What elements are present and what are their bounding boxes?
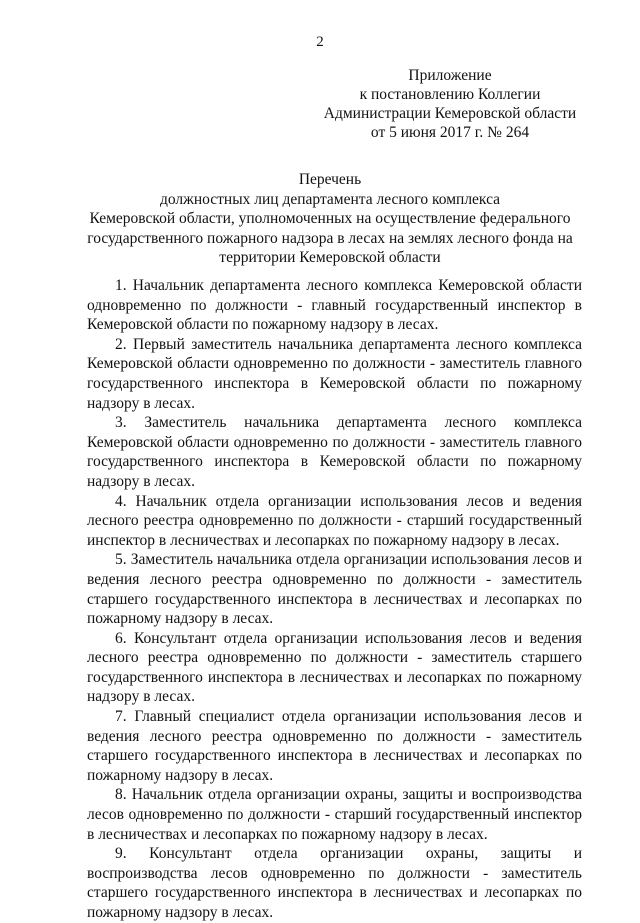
appendix-line: Приложение — [408, 67, 492, 84]
document-title — [70, 170, 590, 268]
list-item: 3. Заместитель начальника департамента лесного комплекса Кемеровской области одновременно по должности - заместитель главного государственного инспектора в Кемеровской области по пожарному надзору в лесах. — [87, 414, 582, 490]
title-line: территории Кемеровской области — [219, 249, 441, 266]
list-item: 9. Консультант отдела организации охраны, защиты и воспроизводства лесов одновременно по должности - заместитель старшего государственного инспектора в лесничествах и лесопарках по пожарному надзору в лесах. — [87, 845, 582, 921]
title-heading: Перечень — [298, 171, 362, 188]
list-item: 8. Начальник отдела организации охраны, защиты и воспроизводства лесов одновременно по должности - старший государственный инспектор в лесничествах и лесопарках по пожарному надзору в лесах. — [87, 786, 582, 843]
officials-list — [87, 276, 582, 923]
title-line: Кемеровской области, уполномоченных на осуществление федерального — [89, 210, 571, 227]
list-item: 5. Заместитель начальника отдела организации использования лесов и ведения лесного реестра одновременно по должности - заместитель старшего государственного инспектора в лесничествах и лесопарках по пожарному надзору в лесах. — [87, 551, 582, 628]
list-item: 6. Консультант отдела организации использования лесов и ведения лесного реестра одновременно по должности - заместитель старшего государственного инспектора в лесничествах и лесопарках по пожарному надзору в лесах. — [87, 629, 582, 706]
title-line: должностных лиц департамента лесного комплекса — [159, 190, 501, 208]
title-line: государственного пожарного надзора в лесах на землях лесного фонда на — [87, 229, 573, 247]
appendix-line: от 5 июня 2017 г. № 264 — [370, 124, 530, 141]
list-item: 2. Первый заместитель начальника департамента лесного комплекса Кемеровской области одновременно по должности - заместитель главного государственного инспектора в Кемеровской области по пожарному надзору в лесах. — [87, 335, 582, 412]
appendix-line: Администрации Кемеровской области — [323, 105, 577, 122]
list-item: 7. Главный специалист отдела организации использования лесов и ведения лесного реестра одновременно по должности - заместитель старшего государственного инспектора в лесничествах и лесопарках по пожарному надзору в лесах. — [87, 708, 582, 784]
list-item: 1. Начальник департамента лесного комплекса Кемеровской области одновременно по должности - главный государственный инспектор в Кемеровской области по пожарному надзору в лесах. — [87, 277, 582, 334]
page-number: 2 — [316, 34, 324, 50]
appendix-line: к постановлению Коллегии — [359, 86, 541, 103]
appendix-block — [300, 66, 600, 142]
list-item: 4. Начальник отдела организации использования лесов и ведения лесного реестра одновременно по должности - старший государственный инспектор в лесничествах и лесопарках по пожарному надзору в лесах. — [87, 492, 582, 549]
